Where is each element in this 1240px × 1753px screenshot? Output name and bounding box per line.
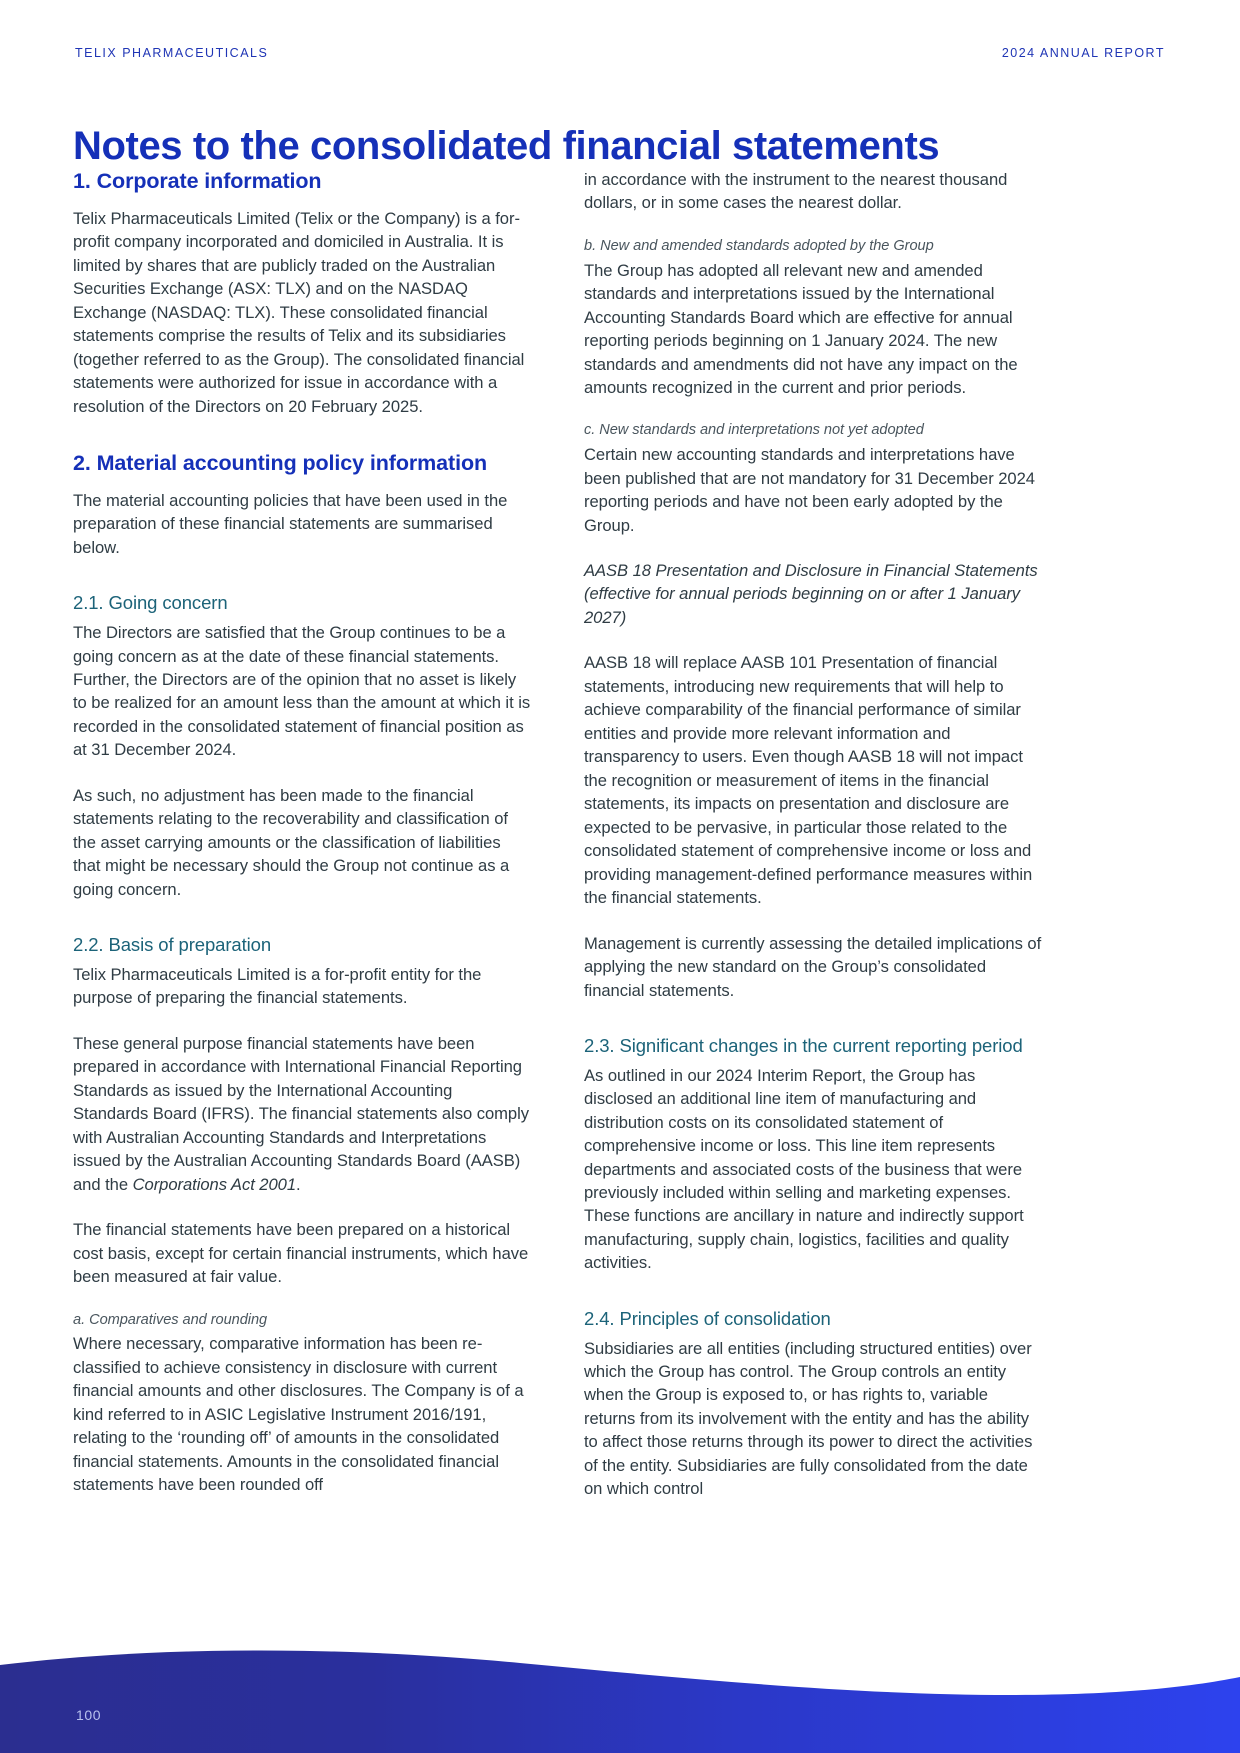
paragraph-basis-text-a: These general purpose financial statements have been prepared in accordance with International Financial Reporting Standards as issued by the International Accounting Standards Board (IFRS). The financial statements also comply with Australian Accounting Standards and Interpretations issued by the Australian Accounting Standards Board (AASB) and the [73, 1033, 529, 1194]
two-column-body [73, 168, 1167, 1501]
section-heading-1-corporate-information: 1. Corporate information [73, 169, 322, 193]
subsection-heading-2-3-significant-changes: 2.3. Significant changes in the current reporting period [584, 1034, 1023, 1056]
spacer [584, 1297, 1043, 1307]
wave-path [0, 1650, 1240, 1753]
spacer [73, 440, 532, 450]
page-title: Notes to the consolidated financial statements [73, 123, 940, 168]
paragraph-basis-of-preparation-1: Telix Pharmaceuticals Limited is a for-profit entity for the purpose of preparing the financial statements. [73, 964, 482, 1008]
subsection-heading-2-2-basis-of-preparation: 2.2. Basis of preparation [73, 934, 272, 956]
left-column [73, 168, 532, 1501]
paragraph-significant-changes: As outlined in our 2024 Interim Report, the Group has disclosed an additional line item of manufacturing and distribution costs on its consolidated statement of comprehensive income or loss. This line item represents departments and associated costs of the business that were previously included within selling and marketing expenses. These functions are ancillary in nature and indirectly support manufacturing, supply chain, logistics, facilities and quality activities. [584, 1065, 1024, 1273]
section-heading-2-material-accounting-policy: 2. Material accounting policy information [73, 451, 488, 476]
run-in-heading-b-new-amended-standards: b. New and amended standards adopted by the Group [584, 237, 934, 254]
running-header-left: TELIX PHARMACEUTICALS [75, 46, 269, 60]
running-header-right: 2024 ANNUAL REPORT [1001, 46, 1165, 60]
aasb-18-standard-title: AASB 18 Presentation and Disclosure in Financial Statements (effective for annual periods beginning on or after 1 January 2027) [584, 561, 1038, 627]
paragraph-standards-not-yet-adopted: Certain new accounting standards and interpretations have been published that are not mandatory for 31 December 2024 reporting periods and have not been early adopted by the Group. [584, 445, 1035, 535]
footer-wave-graphic [0, 1643, 1240, 1753]
spacer [73, 581, 532, 591]
paragraph-rounding-continued: in accordance with the instrument to the nearest thousand dollars, or in some cases the nearest dollar. [584, 170, 1008, 213]
paragraph-going-concern-2: As such, no adjustment has been made to the financial statements relating to the recoverability and classification of the asset carrying amounts or the classification of liabilities that might be necessary should the Group not continue as a going concern. [73, 785, 510, 899]
paragraph-new-amended-standards: The Group has adopted all relevant new and amended standards and interpretations issued by the International Accounting Standards Board which are effective for annual reporting periods beginning on 1 January 2024. The new standards and amendments did not have any impact on the amounts recognized in the current and prior periods. [584, 260, 1018, 397]
run-in-heading-a-comparatives-and-rounding: a. Comparatives and rounding [73, 1311, 268, 1328]
spacer [584, 1024, 1043, 1034]
paragraph-aasb-18-management-assessment: Management is currently assessing the detailed implications of applying the new standard on the Group’s consolidated financial statements. [584, 933, 1042, 1000]
paragraph-corporate-information: Telix Pharmaceuticals Limited (Telix or the Company) is a for-profit company incorporated and domiciled in Australia. It is limited by shares that are publicly traded on the Australian Securities Exchange (ASX: TLX) and on the NASDAQ Exchange (NASDAQ: TLX). These consolidated financial statements comprise the results of Telix and its subsidiaries (together referred to as the Group). The consolidated financial statements were authorized for issue in accordance with a resolution of the Directors on 20 February 2025. [73, 208, 525, 416]
subsection-heading-2-4-principles-of-consolidation: 2.4. Principles of consolidation [584, 1307, 831, 1329]
right-column [584, 168, 1043, 1501]
paragraph-basis-text-b: . [296, 1174, 301, 1194]
run-in-heading-c-standards-not-yet-adopted: c. New standards and interpretations not yet adopted [584, 422, 924, 439]
corporations-act-citation: Corporations Act 2001 [132, 1174, 297, 1194]
running-header [75, 46, 1165, 60]
subsection-heading-2-1-going-concern: 2.1. Going concern [73, 592, 228, 614]
page-number: 100 [76, 1707, 102, 1723]
paragraph-principles-of-consolidation: Subsidiaries are all entities (including structured entities) over which the Group has control. The Group controls an entity when the Group is exposed to, or has rights to, variable returns from its involvement with the entity and has the ability to affect those returns through its power to direct the activities of the entity. Subsidiaries are fully consolidated from the date on which control [584, 1338, 1033, 1499]
paragraph-historical-cost-basis: The financial statements have been prepared on a historical cost basis, except for certain financial instruments, which have been measured at fair value. [73, 1220, 529, 1287]
paragraph-going-concern-1: The Directors are satisfied that the Group continues to be a going concern as at the date of these financial statements. Further, the Directors are of the opinion that no asset is likely to be realized for an amount less than the amount at which it is recorded in the consolidated statement of financial position as at 31 December 2024. [73, 623, 531, 760]
paragraph-comparatives-and-rounding: Where necessary, comparative information has been re-classified to achieve consistency in disclosure with current financial amounts and other disclosures. The Company is of a kind referred to in ASIC Legislative Instrument 2016/191, relating to the ‘rounding off’ of amounts in the consolidated financial statements. Amounts in the consolidated financial statements have been rounded off [73, 1334, 524, 1494]
paragraph-material-accounting-policy: The material accounting policies that have been used in the preparation of these financial statements are summarised below. [73, 490, 508, 557]
paragraph-aasb-18-impact: AASB 18 will replace AASB 101 Presentation of financial statements, introducing new requirements that will help to achieve comparability of the financial performance of similar entities and provide more relevant information and transparency to users. Even though AASB 18 will not impact the recognition or measurement of items in the financial statements, its impacts on presentation and disclosure are expected to be pervasive, in particular those related to the consolidated statement of comprehensive income or loss and providing management-defined performance measures within the financial statements. [584, 653, 1033, 908]
footer-wave-svg [0, 1643, 1240, 1753]
paragraph-basis-of-preparation-2 [73, 1032, 532, 1196]
spacer [73, 923, 532, 933]
